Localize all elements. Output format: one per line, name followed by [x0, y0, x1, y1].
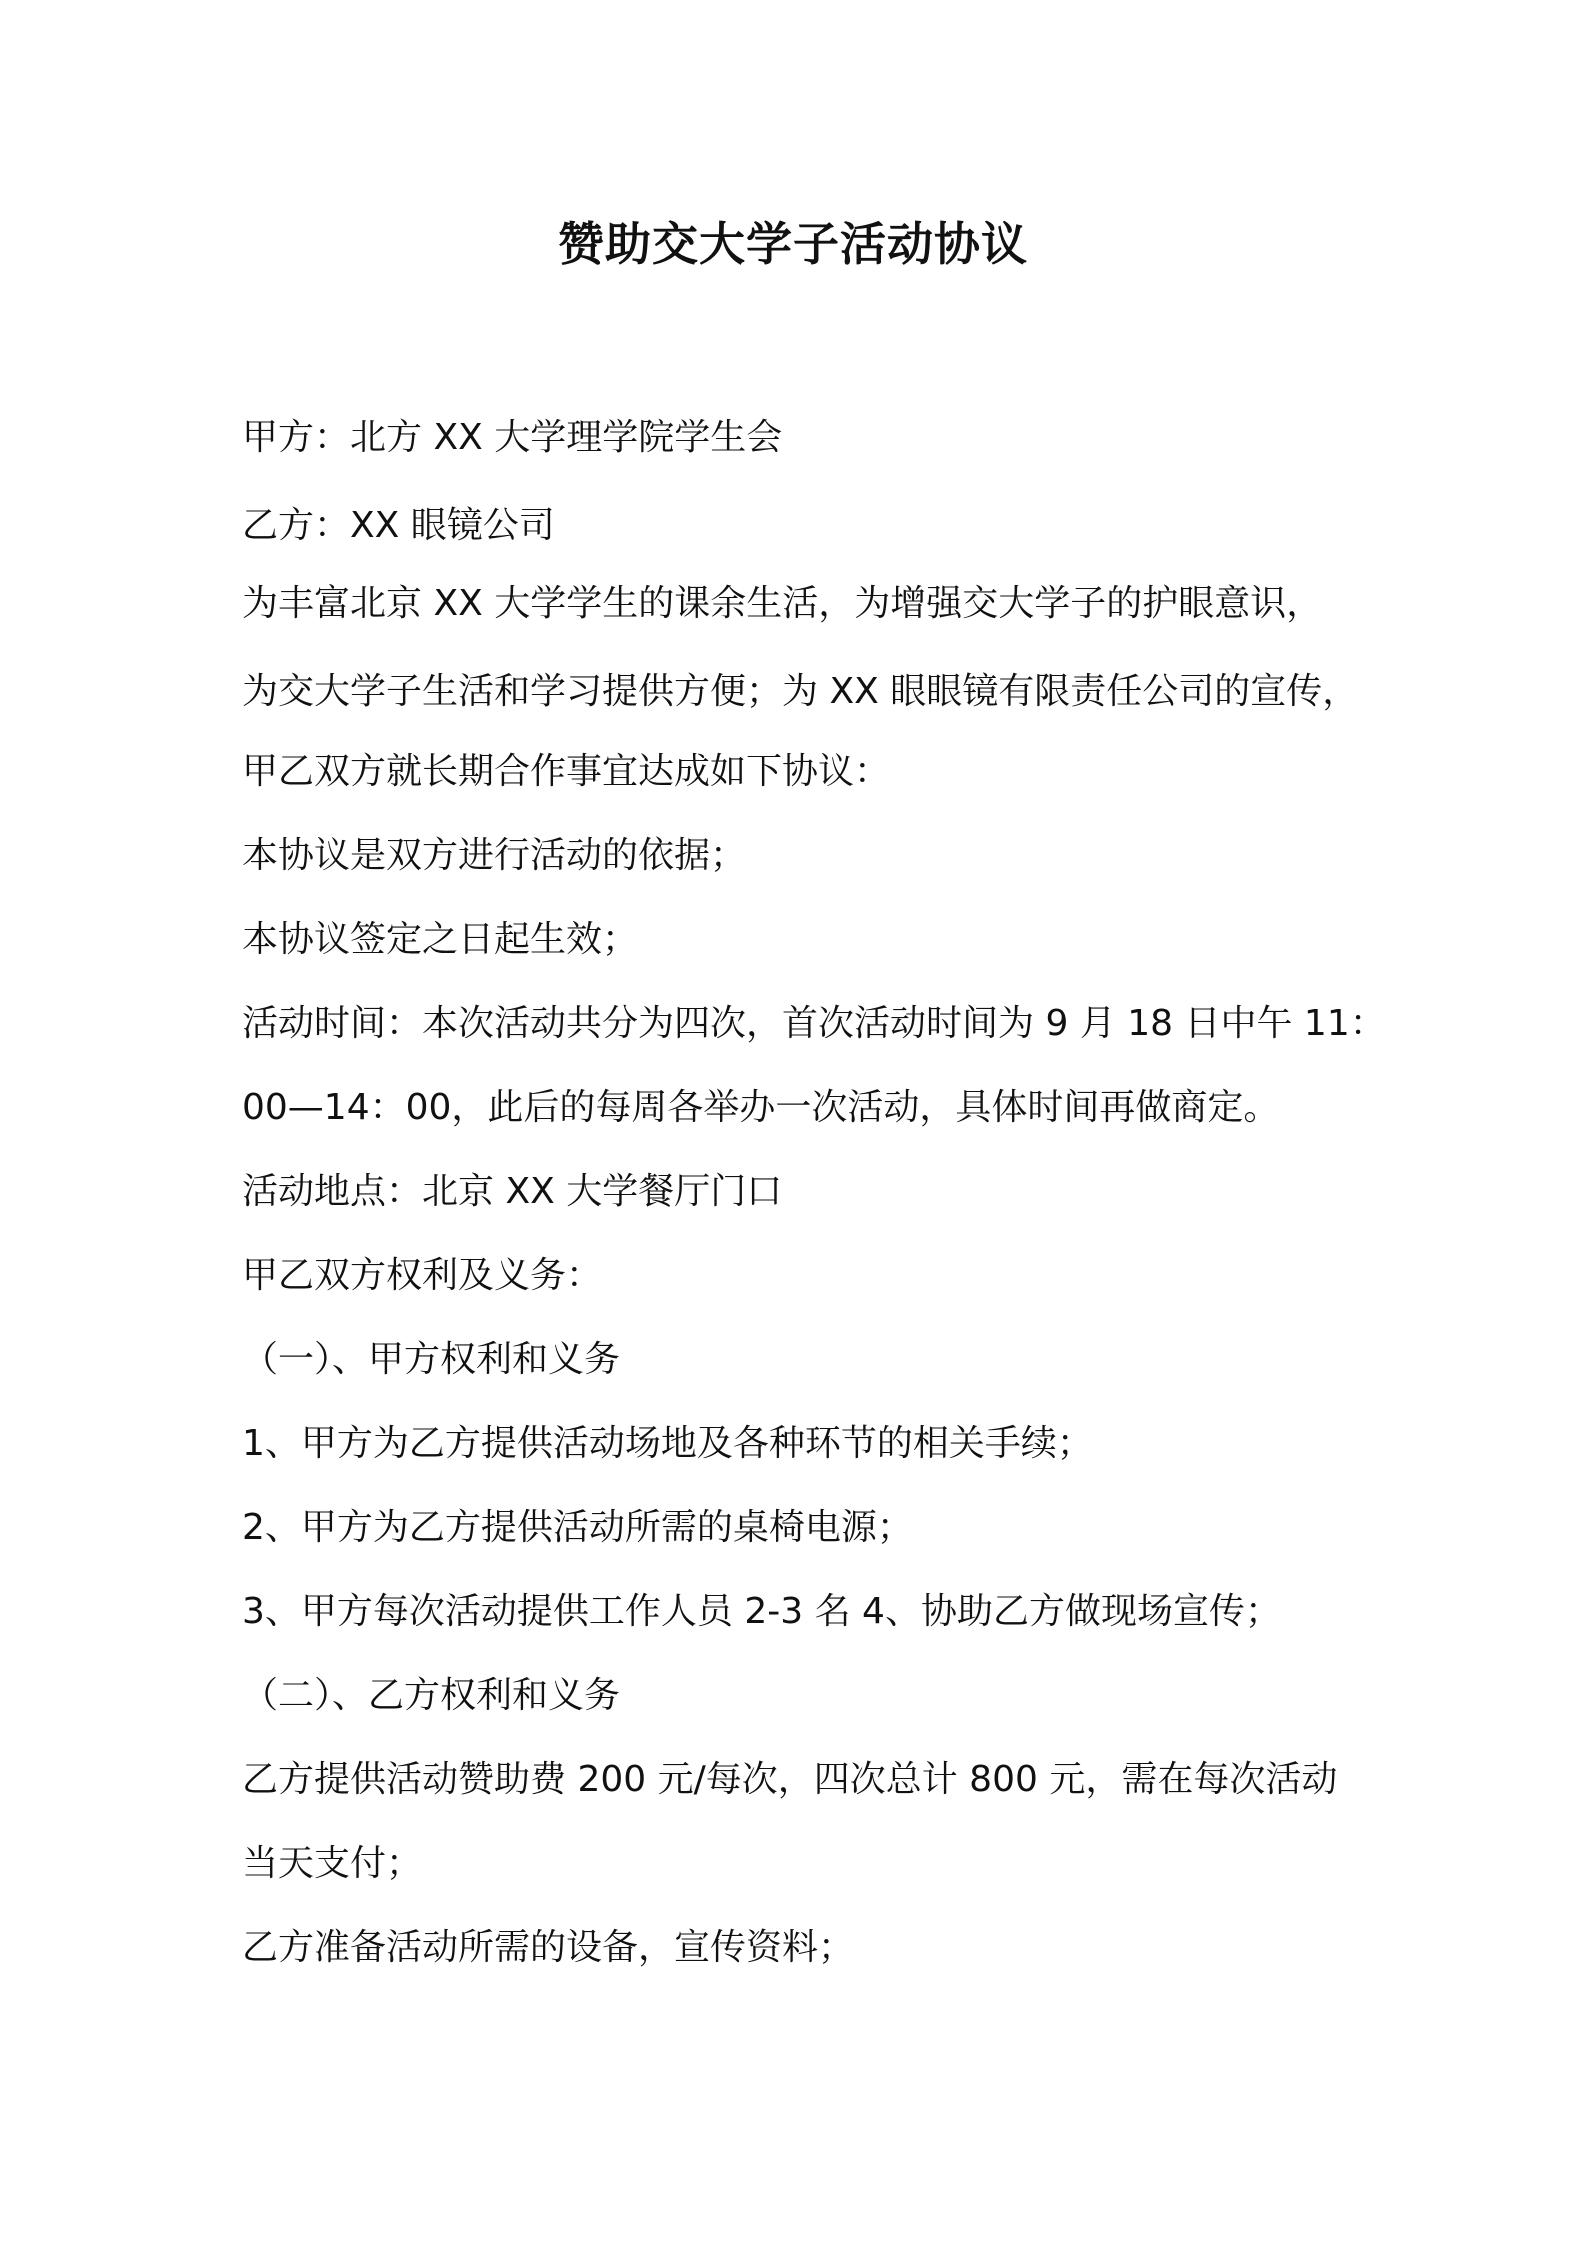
list-item: 1、甲方为乙方提供活动场地及各种环节的相关手续； [242, 1423, 1093, 1464]
party-b-line: 乙方：XX 眼镜公司 [242, 505, 555, 546]
list-item: 3、甲方每次活动提供工作人员 2-3 名 4、协助乙方做现场宣传； [242, 1591, 1281, 1632]
party-b-rights-heading: （二）、乙方权利和义务 [242, 1675, 621, 1716]
paragraph-line: 甲乙双方就长期合作事宜达成如下协议： [242, 751, 891, 792]
paragraph-line: 乙方准备活动所需的设备，宣传资料； [242, 1927, 855, 1968]
activity-location-line: 活动地点：北京 XX 大学餐厅门口 [242, 1171, 783, 1212]
party-a-rights-heading: （一）、甲方权利和义务 [242, 1339, 621, 1380]
paragraph-line: 为交大学子生活和学习提供方便；为 XX 眼眼镜有限责任公司的宣传， [242, 671, 1359, 712]
activity-time-line: 00—14：00，此后的每周各举办一次活动，具体时间再做商定。 [242, 1087, 1280, 1128]
clause-line: 本协议签定之日起生效； [242, 919, 639, 960]
party-a-line: 甲方：北方 XX 大学理学院学生会 [242, 417, 783, 458]
clause-line: 本协议是双方进行活动的依据； [242, 835, 747, 876]
paragraph-line: 为丰富北京 XX 大学学生的课余生活，为增强交大学子的护眼意识， [242, 583, 1323, 624]
rights-heading: 甲乙双方权利及义务： [242, 1255, 603, 1296]
activity-time-line: 活动时间：本次活动共分为四次，首次活动时间为 9 月 18 日中午 11： [242, 1003, 1386, 1044]
document-title: 赞助交大学子活动协议 [558, 217, 1028, 271]
paragraph-line: 当天支付； [242, 1843, 423, 1884]
list-item: 2、甲方为乙方提供活动所需的桌椅电源； [242, 1507, 913, 1548]
paragraph-line: 乙方提供活动赞助费 200 元/每次，四次总计 800 元，需在每次活动 [242, 1759, 1338, 1800]
